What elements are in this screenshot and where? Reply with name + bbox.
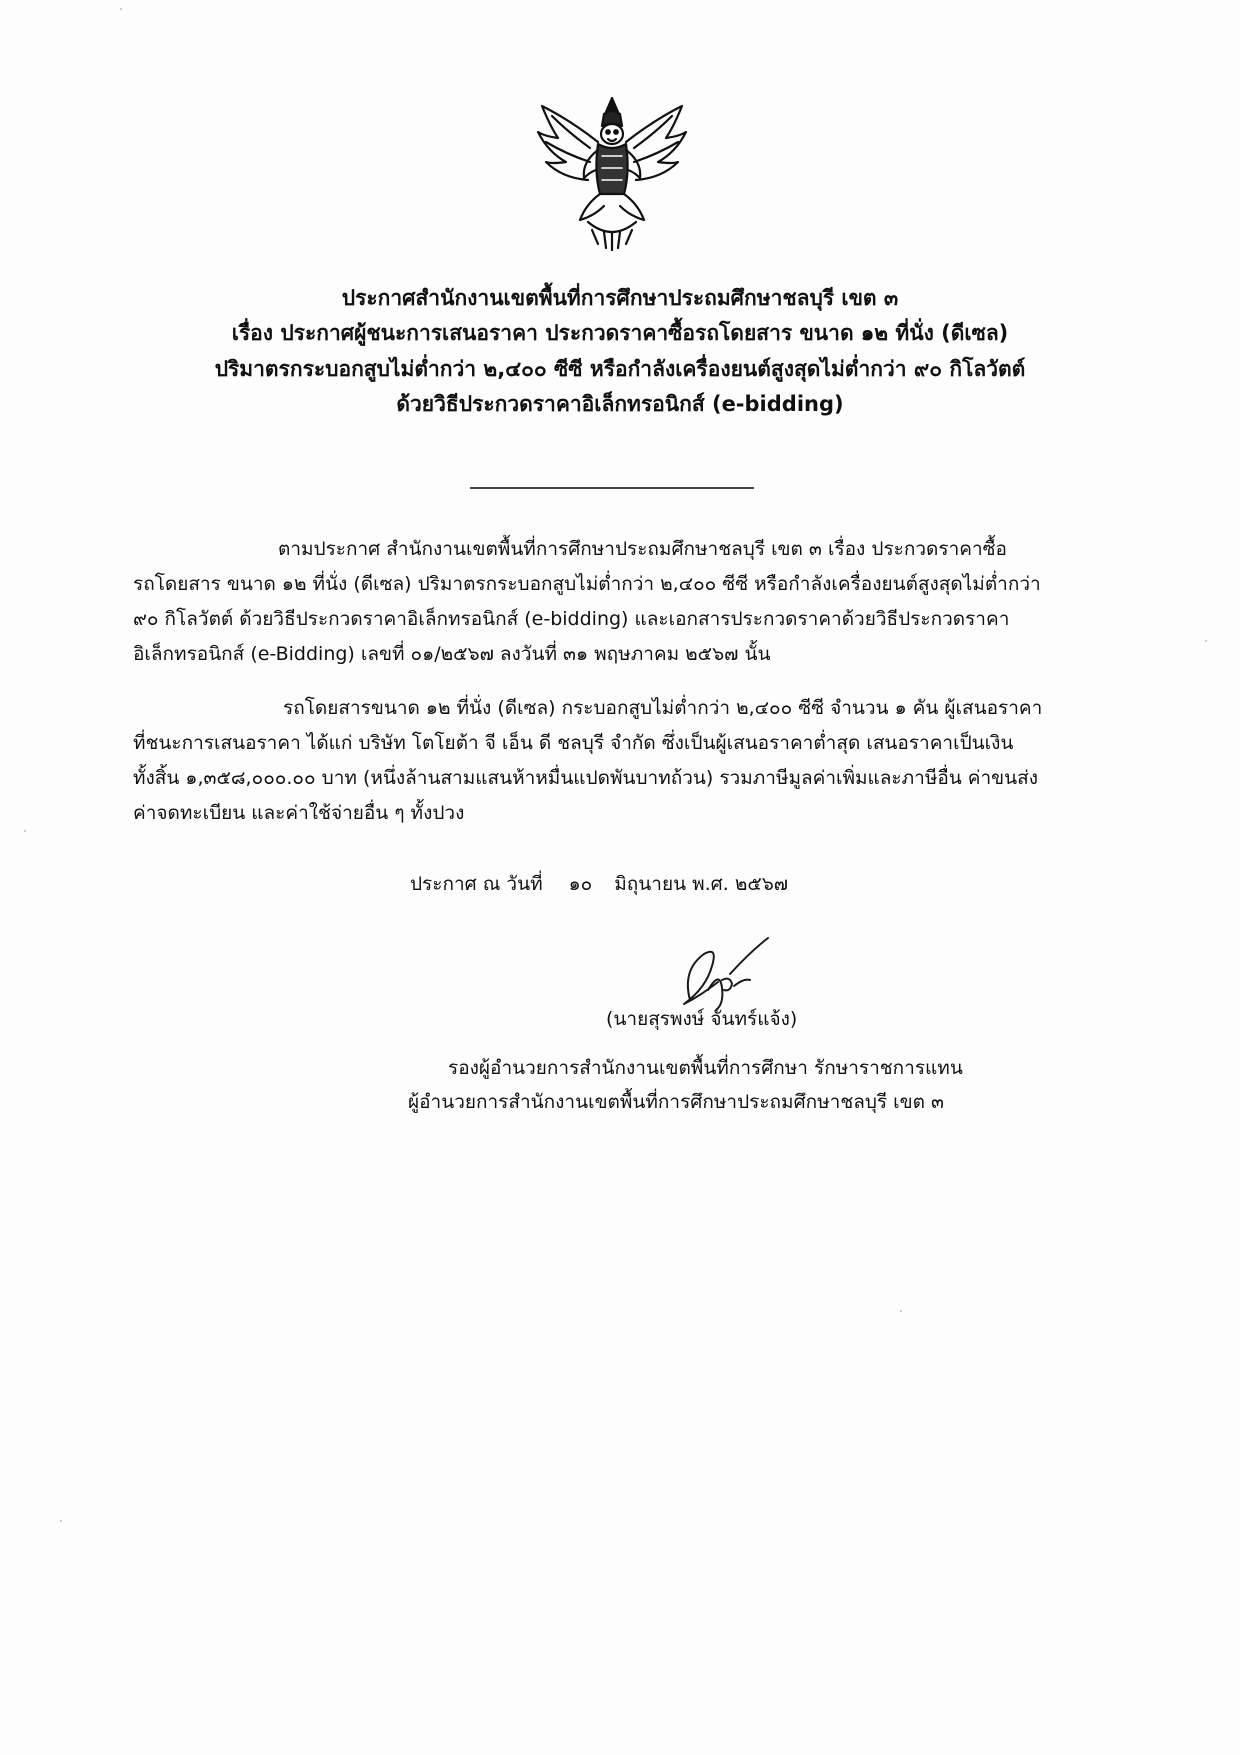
paragraph-1-line: ตามประกาศ สำนักงานเขตพื้นที่การศึกษาประถมศึกษาชลบุรี เขต ๓ เรื่อง ประกวดราคาซื้อ <box>278 538 1007 560</box>
announcement-date <box>410 873 788 896</box>
heading-line-1: ประกาศสำนักงานเขตพื้นที่การศึกษาประถมศึกษาชลบุรี เขต ๓ <box>341 286 899 310</box>
paragraph-2-line: ค่าจดทะเบียน และค่าใช้จ่ายอื่น ๆ ทั้งปวง <box>133 802 465 824</box>
signatory-position-line-1: รองผู้อำนวยการสำนักงานเขตพื้นที่การศึกษา รักษาราชการแทน <box>448 1057 963 1079</box>
paragraph-2-line: ที่ชนะการเสนอราคา ได้แก่ บริษัท โตโยต้า จี เอ็น ดี ชลบุรี จำกัด ซึ่งเป็นผู้เสนอราคาต่ำสุด เสนอราคาเป็นเงิน <box>133 732 1014 754</box>
heading-line-4: ด้วยวิธีประกวดราคาอิเล็กทรอนิกส์ (e-bidding) <box>396 392 844 416</box>
announcement-month-year: มิถุนายน พ.ศ. ๒๕๖๗ <box>614 873 789 895</box>
paragraph-2-line: ทั้งสิ้น ๑,๓๕๘,๐๐๐.๐๐ บาท (หนึ่งล้านสามแสนห้าหมื่นแปดพันบาทถ้วน) รวมภาษีมูลค่าเพิ่มและภาษีอื่น ค่าขนส่ง <box>133 767 1039 789</box>
scan-speck <box>60 1520 62 1522</box>
announcement-label: ประกาศ ณ วันที่ <box>410 873 543 895</box>
handwritten-signature-icon <box>660 930 780 1018</box>
scan-speck <box>900 1310 902 1312</box>
heading-line-3: ปริมาตรกระบอกสูบไม่ต่ำกว่า ๒,๔๐๐ ซีซี หรือกำลังเครื่องยนต์สูงสุดไม่ต่ำกว่า ๙๐ กิโลวัตต์ <box>214 357 1026 381</box>
signatory-position-line-2: ผู้อำนวยการสำนักงานเขตพื้นที่การศึกษาประถมศึกษาชลบุรี เขต ๓ <box>408 1091 945 1113</box>
paragraph-1-line: รถโดยสาร ขนาด ๑๒ ที่นั่ง (ดีเซล) ปริมาตรกระบอกสูบไม่ต่ำกว่า ๒,๔๐๐ ซีซี หรือกำลังเครื่องยนต์สูงสุดไม่ต่ำกว่า <box>133 573 1041 595</box>
paragraph-1-line: ๙๐ กิโลวัตต์ ด้วยวิธีประกวดราคาอิเล็กทรอนิกส์ (e-bidding) และเอกสารประกวดราคาด้วยวิธีประกวดราคา <box>133 608 1010 630</box>
announcement-day: ๑๐ <box>568 873 593 895</box>
signatory-name: (นายสุรพงษ์ จันทร์แจ้ง) <box>606 1008 798 1030</box>
heading-line-2: เรื่อง ประกาศผู้ชนะการเสนอราคา ประกวดราคาซื้อรถโดยสาร ขนาด ๑๒ ที่นั่ง (ดีเซล) <box>231 321 1009 345</box>
heading-divider <box>470 487 754 489</box>
paragraph-2-line: รถโดยสารขนาด ๑๒ ที่นั่ง (ดีเซล) กระบอกสูบไม่ต่ำกว่า ๒,๔๐๐ ซีซี จำนวน ๑ คัน ผู้เสนอราคา <box>283 697 1043 719</box>
garuda-emblem-icon <box>532 92 692 252</box>
scan-speck <box>1205 640 1207 642</box>
paragraph-1-line: อิเล็กทรอนิกส์ (e-Bidding) เลขที่ ๐๑/๒๕๖๗ ลงวันที่ ๓๑ พฤษภาคม ๒๕๖๗ นั้น <box>133 643 771 665</box>
scan-speck <box>120 8 122 10</box>
scan-speck <box>24 830 26 832</box>
